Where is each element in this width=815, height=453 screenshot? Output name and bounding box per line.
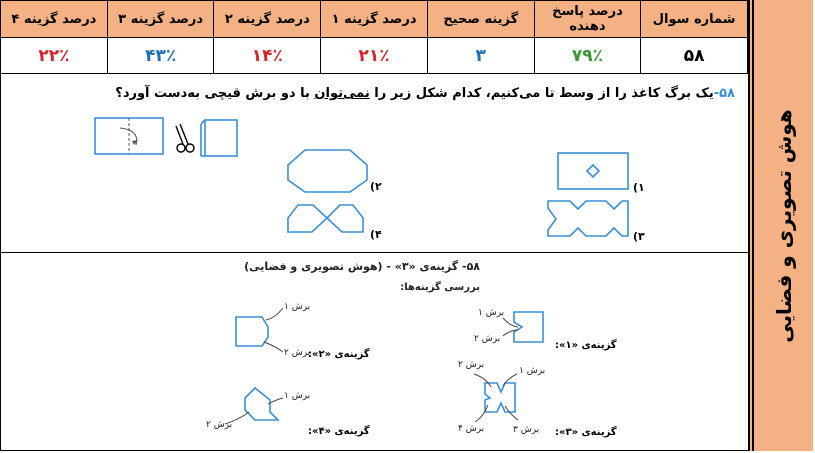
answer4-shape: [245, 388, 278, 420]
side-title: هوش تصویری و فضایی: [771, 108, 796, 343]
header-option2-percent: درصد گزینه ۲: [214, 1, 321, 38]
cut4-a: برش ۴: [458, 424, 485, 434]
option3-label: ۳): [633, 230, 645, 243]
option4-label: ۴): [370, 228, 382, 241]
cut1-a: برش ۱: [284, 302, 311, 312]
cut1-d: برش ۱: [284, 391, 311, 401]
answer-opt3-label: گزینه‌ی «۳»:: [555, 427, 617, 438]
option1-shape: [558, 153, 628, 189]
answer1-shape: [514, 312, 543, 342]
cut1-c: برش ۱: [519, 366, 546, 376]
option2-shape: [288, 150, 367, 192]
cut2-c: برش ۲: [458, 360, 485, 370]
answer-opt2-label: گزینه‌ی «۲»:: [308, 349, 370, 360]
option3-shape: [548, 201, 628, 236]
answer3-shape: [485, 383, 515, 412]
question-part-b: با دو برش قیچی به‌دست آورد؟: [115, 86, 315, 101]
scissors-icon: [176, 124, 194, 152]
answer-opt1-label: گزینه‌ی «۱»:: [555, 340, 617, 351]
cut1-b: برش ۱: [478, 308, 505, 318]
value-option3-percent: ۴۳٪: [107, 38, 214, 74]
value-option4-percent: ۲۲٪: [1, 38, 108, 74]
cut3-a: برش ۳: [513, 425, 540, 435]
header-question-number: شماره سوال: [641, 1, 748, 38]
value-option1-percent: ۲۱٪: [321, 38, 428, 74]
answer-opt4-label: گزینه‌ی «۴»:: [308, 426, 370, 437]
answer-title: ۵۸- گزینه‌ی «۳» - (هوش تصویری و فضایی): [244, 260, 480, 273]
question-number: ۵۸-: [713, 86, 735, 101]
header-correct-option: گزینه صحیح: [427, 1, 534, 38]
cut2-a: برش ۲: [284, 348, 311, 358]
answer-subtitle: بررسی گزینه‌ها:: [400, 282, 480, 293]
side-band: [748, 0, 813, 451]
option4-shape: [288, 205, 363, 232]
cut2-d: برش ۲: [206, 420, 233, 430]
header-option3-percent: درصد گزینه ۳: [107, 1, 214, 38]
header-response-percent: درصد پاسخ دهنده: [534, 1, 641, 38]
option1-label: ۱): [633, 181, 645, 194]
folded-paper: [205, 120, 237, 156]
question-part-a: یک برگ کاغذ را از وسط تا می‌کنیم، کدام شکل زیر را: [369, 86, 714, 101]
value-option2-percent: ۱۴٪: [214, 38, 321, 74]
value-question-number: ۵۸: [641, 38, 748, 74]
question-underlined: نمی‌توان: [314, 86, 370, 101]
cut2-b: برش ۲: [474, 334, 501, 344]
value-correct-option: ۳: [427, 38, 534, 74]
answer2-shape: [236, 317, 268, 346]
header-option4-percent: درصد گزینه ۴: [1, 1, 108, 38]
header-option1-percent: درصد گزینه ۱: [321, 1, 428, 38]
value-response-percent: ۷۹٪: [534, 38, 641, 74]
option2-label: ۲): [370, 180, 382, 193]
